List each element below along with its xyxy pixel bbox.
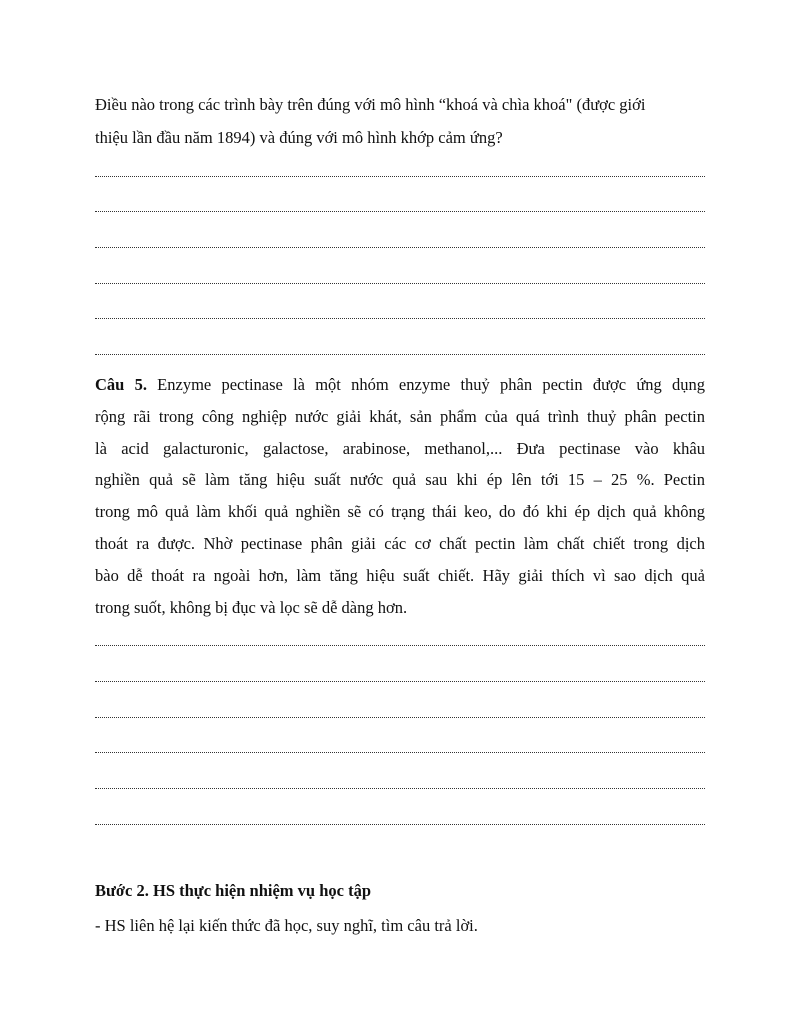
question5-line-2: rộng rãi trong công nghiệp nước giải khát, sản phẩm của quá trình thuỷ phân pectin: [95, 407, 705, 426]
answer-line: [95, 354, 705, 355]
answer-line: [95, 283, 705, 284]
question5-label: Câu 5.: [95, 375, 147, 394]
answer-line: [95, 788, 705, 789]
question5-line-8: trong suốt, không bị đục và lọc sẽ dễ dàng hơn.: [95, 598, 408, 617]
answer-line: [95, 752, 705, 753]
step2-item: - HS liên hệ lại kiến thức đã học, suy nghĩ, tìm câu trả lời.: [95, 916, 478, 935]
answer-line: [95, 211, 705, 212]
question5-line-5: trong mô quả làm khối quả nghiền sẽ có trạng thái keo, do đó khi ép dịch quả không: [95, 502, 705, 521]
question5-line-1: [95, 375, 705, 395]
answer-line: [95, 717, 705, 718]
question5-line-4: nghiền quả sẽ làm tăng hiệu suất nước quả sau khi ép lên tới 15 – 25 %. Pectin: [95, 470, 705, 489]
answer-line: [95, 176, 705, 177]
answer-line: [95, 645, 705, 646]
question5-line-3: là acid galacturonic, galactose, arabinose, methanol,... Đưa pectinase vào khâu: [95, 439, 705, 458]
step2-heading: Bước 2. HS thực hiện nhiệm vụ học tập: [95, 881, 372, 900]
question5-text: Enzyme pectinase là một nhóm enzyme thuỷ phân pectin được ứng dụng: [146, 375, 705, 394]
question5-line-6: thoát ra được. Nhờ pectinase phân giải các cơ chất pectin làm chất chiết trong dịch: [95, 534, 705, 553]
answer-line: [95, 247, 705, 248]
answer-line: [95, 681, 705, 682]
answer-line: [95, 824, 705, 825]
question5-line-7: bào dễ thoát ra ngoài hơn, làm tăng hiệu suất chiết. Hãy giải thích vì sao dịch quả: [95, 566, 705, 585]
answer-line: [95, 318, 705, 319]
intro-line-1: Điều nào trong các trình bày trên đúng với mô hình “khoá và chìa khoá" (được giới: [95, 95, 646, 114]
intro-line-2: thiệu lần đầu năm 1894) và đúng với mô hình khớp cảm ứng?: [95, 128, 503, 147]
